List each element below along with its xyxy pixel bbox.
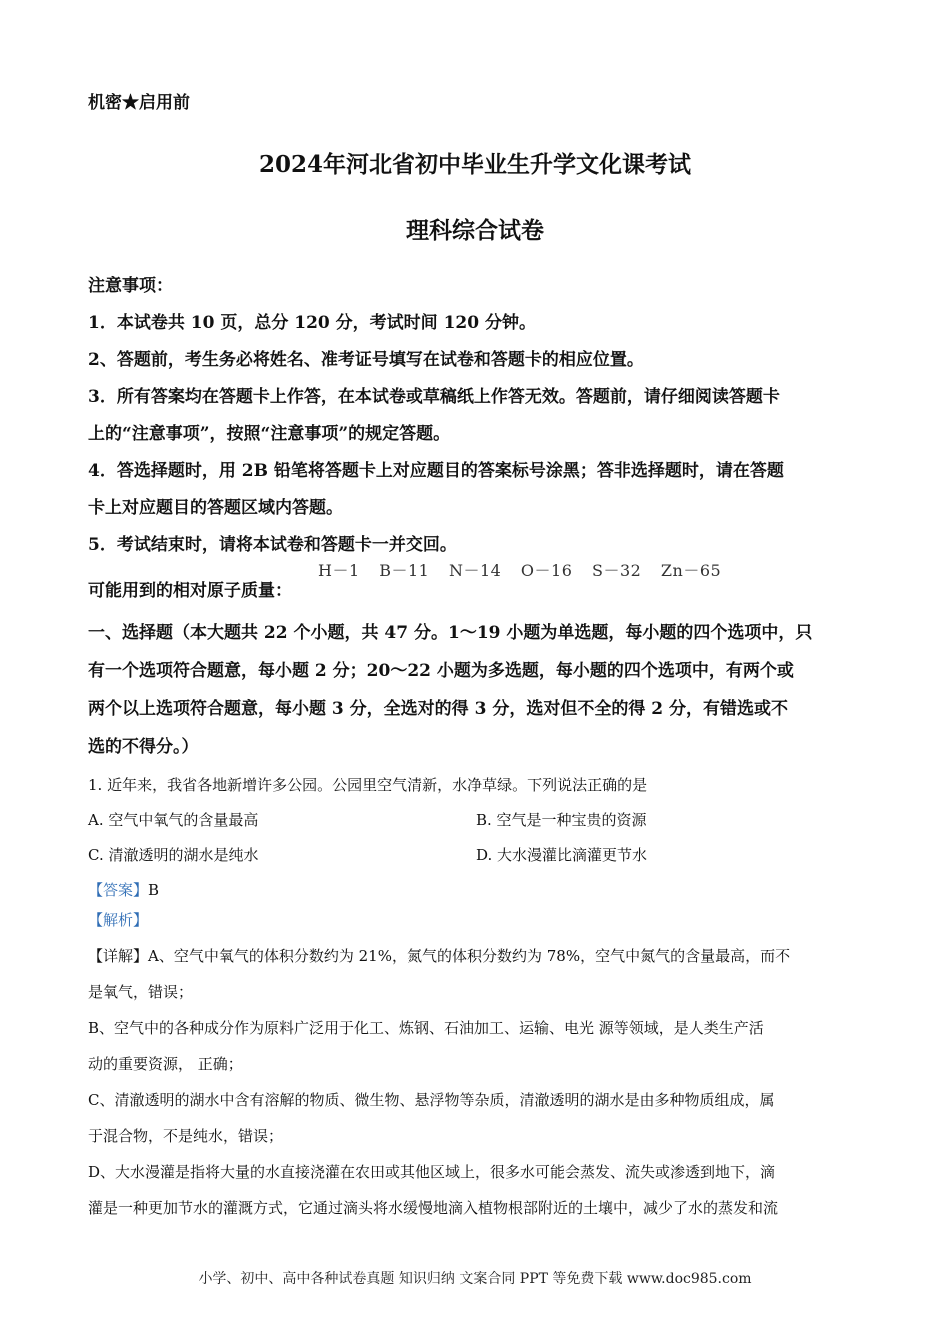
notes-heading: 注意事项： [88,276,173,296]
section-line: 一、选择题（本大题共 22 个小题，共 47 分。1～19 小题为单选题，每小题的四个选项中，只 [88,623,813,643]
detail-line: B、空气中的各种成分作为原料广泛用于化工、炼钢、石油加工、运输、电光 源等领域，是人类生产活 [88,1019,764,1037]
question-stem: 1. 近年来，我省各地新增许多公园。公园里空气清新，水净草绿。下列说法正确的是 [88,776,648,794]
atomic-mass-item: H－1 [318,561,360,580]
option-row [88,838,878,873]
detail-label: 【详解】 [88,947,149,965]
exam-subtitle: 理科综合试卷 [406,217,544,244]
note-line: 4．答选择题时，用 2B 铅笔将答题卡上对应题目的答案标号涂黑；答非选择题时，请在答题 [88,461,784,481]
analysis-label-text: 【解析】 [88,911,149,929]
option-c: C. 清澈透明的湖水是纯水 [88,846,259,864]
option-b: B. 空气是一种宝贵的资源 [476,811,647,829]
section-line: 两个以上选项符合题意，每小题 3 分，全选对的得 3 分，选对但不全的得 2 分，有错选或不 [88,699,788,719]
detail-line: 灌是一种更加节水的灌溉方式，它通过滴头将水缓慢地滴入植物根部附近的土壤中，减少了水的蒸发和流 [88,1199,779,1217]
section-instructions [88,614,878,766]
question-1 [88,768,878,908]
section-line: 有一个选项符合题意，每小题 2 分；20～22 小题为多选题，每小题的四个选项中，有两个或 [88,661,794,681]
detail-text: A、空气中氧气的体积分数约为 21%，氮气的体积分数约为 78%，空气中氮气的含量最高，而不 [148,947,791,965]
option-d: D. 大水漫灌比滴灌更节水 [476,846,648,864]
notes-block [88,268,878,564]
detail-line: 动的重要资源， 正确； [88,1055,243,1073]
note-line: 卡上对应题目的答题区域内答题。 [88,498,343,518]
detail-line: 是氧气，错误； [88,983,194,1001]
atomic-mass-item: O－16 [520,561,573,580]
atomic-mass-item: S－32 [592,561,642,580]
detail-line: C、清澈透明的湖水中含有溶解的物质、微生物、悬浮物等杂质，清澈透明的湖水是由多种物质组成，属 [88,1091,775,1109]
note-line: 1．本试卷共 10 页，总分 120 分，考试时间 120 分钟。 [88,313,536,333]
atomic-mass-item: Zn－65 [660,561,722,580]
atomic-mass-label: 可能用到的相对原子质量： [88,581,292,601]
exam-title: 2024年河北省初中毕业生升学文化课考试 [258,151,691,178]
analysis-label [88,902,878,938]
atomic-mass-item: B－11 [379,561,430,580]
secret-mark: 机密★启用前 [88,93,190,113]
section-line: 选的不得分。） [88,737,199,757]
note-line: 2、答题前，考生务必将姓名、准考证号填写在试卷和答题卡的相应位置。 [88,350,644,370]
note-line: 3．所有答案均在答题卡上作答，在本试卷或草稿纸上作答无效。答题前，请仔细阅读答题卡 [88,387,780,407]
atomic-mass-item: N－14 [448,561,502,580]
atomic-mass-list [318,558,735,581]
page-footer: 小学、初中、高中各种试卷真题 知识归纳 文案合同 PPT 等免费下载 www.doc985.com [198,1271,752,1287]
option-a: A. 空气中氧气的含量最高 [88,811,259,829]
detail-line: 于混合物，不是纯水，错误； [88,1127,284,1145]
detail-line [88,938,878,974]
note-line: 5．考试结束时，请将本试卷和答题卡一并交回。 [88,535,457,555]
note-line: 上的“注意事项”，按照“注意事项”的规定答题。 [88,424,451,444]
answer-value: B [148,881,160,899]
option-row [88,803,878,838]
answer-label: 【答案】 [88,881,149,899]
analysis-block [88,911,878,1226]
detail-line: D、大水漫灌是指将大量的水直接浇灌在农田或其他区域上，很多水可能会蒸发、流失或渗透到地下，滴 [88,1163,776,1181]
